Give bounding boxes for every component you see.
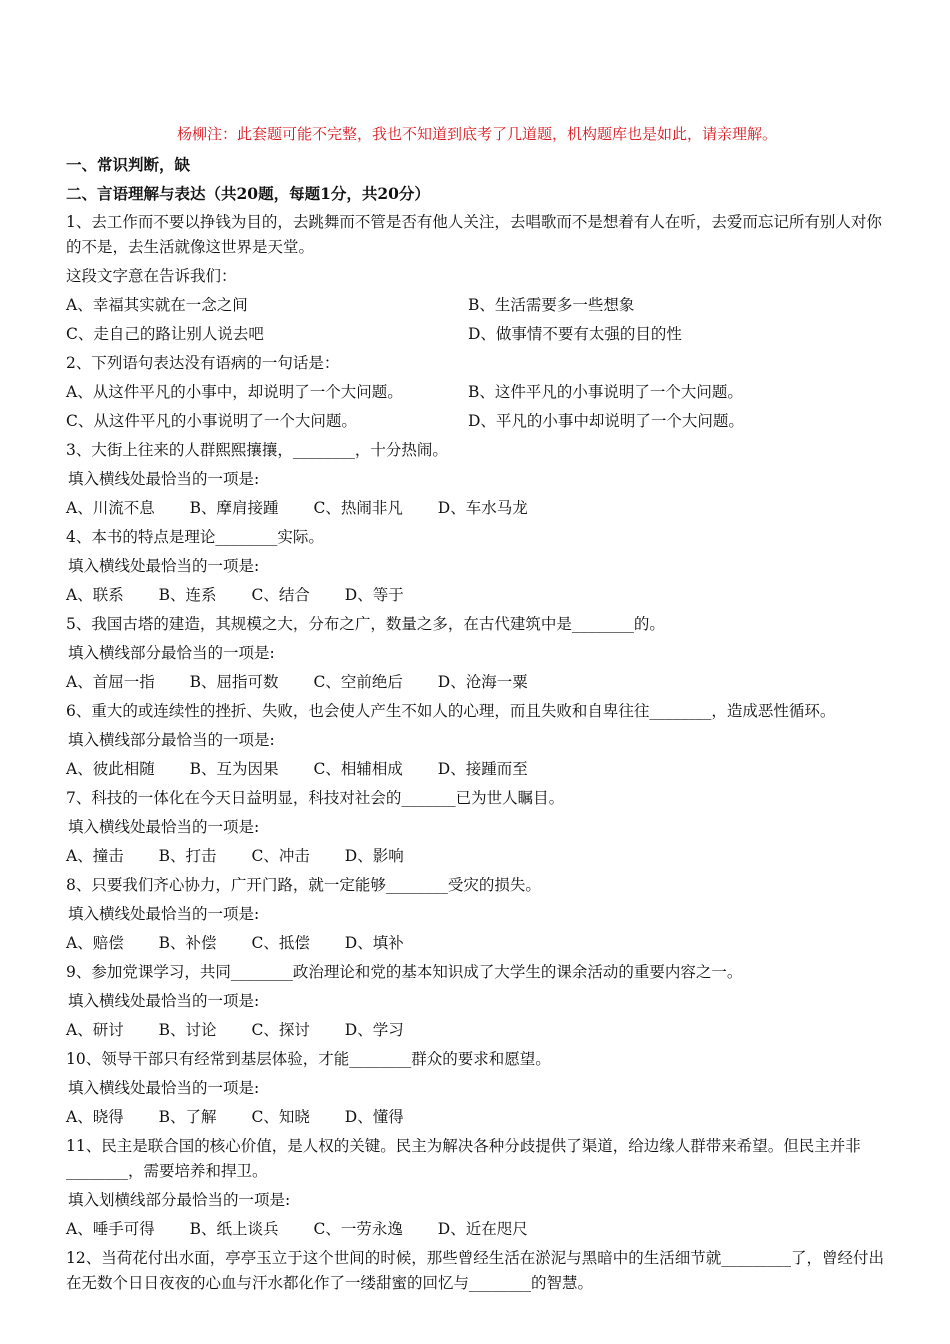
question-11-stem: 11、民主是联合国的核心价值，是人权的关键。民主为解决各种分歧提供了渠道，给边缘人群带来希望。但民主并非________，需要培养和捍卫。 [66, 1137, 861, 1180]
question-9-prompt: 填入横线处最恰当的一项是: [68, 992, 260, 1010]
editor-note: 杨柳注：此套题可能不完整，我也不知道到底考了几道题，机构题库也是如此，请亲理解。 [176, 125, 777, 143]
option-a: A、首屈一指 [66, 673, 155, 691]
option-c: C、热闹非凡 [313, 499, 403, 517]
option-d: D、接踵而至 [437, 760, 528, 778]
question-6-options [66, 755, 888, 784]
option-d: D、近在咫尺 [437, 1220, 528, 1238]
question-6-prompt: 填入横线部分最恰当的一项是: [68, 731, 275, 749]
option-c: C、探讨 [251, 1021, 310, 1039]
option-a: A、撞击 [66, 847, 124, 865]
option-b: B、讨论 [158, 1021, 217, 1039]
option-a: A、幸福其实就在一念之间 [66, 296, 248, 314]
question-4-options [66, 581, 888, 610]
option-b: B、屈指可数 [189, 673, 279, 691]
option-d: D、等于 [344, 586, 404, 604]
question-5-options [66, 668, 888, 697]
question-8-prompt: 填入横线处最恰当的一项是: [68, 905, 260, 923]
section-heading-verbal: 二、言语理解与表达（共20题，每题1分，共20分） [66, 184, 430, 203]
option-a: A、晓得 [66, 1108, 124, 1126]
option-d: D、沧海一粟 [437, 673, 528, 691]
option-b: B、互为因果 [189, 760, 279, 778]
option-d: D、做事情不要有太强的目的性 [468, 325, 682, 343]
option-a: A、从这件平凡的小事中，却说明了一个大问题。 [66, 383, 403, 401]
option-d: D、影响 [344, 847, 404, 865]
option-b: B、纸上谈兵 [189, 1220, 279, 1238]
question-7-stem: 7、科技的一体化在今天日益明显，科技对社会的_______已为世人瞩目。 [66, 789, 565, 807]
option-a: A、唾手可得 [66, 1220, 155, 1238]
option-c: C、知晓 [251, 1108, 310, 1126]
question-1-options-row-1 [66, 291, 888, 320]
question-1-options-row-2 [66, 320, 888, 349]
option-b: B、打击 [158, 847, 217, 865]
question-1-prompt: 这段文字意在告诉我们： [66, 267, 237, 285]
option-c: C、一劳永逸 [313, 1220, 403, 1238]
option-c: C、走自己的路让别人说去吧 [66, 325, 264, 343]
option-c: C、相辅相成 [313, 760, 403, 778]
option-c: C、抵偿 [251, 934, 310, 952]
question-5-prompt: 填入横线部分最恰当的一项是: [68, 644, 275, 662]
option-b: B、连系 [158, 586, 217, 604]
question-2-stem: 2、下列语句表达没有语病的一句话是： [66, 354, 340, 372]
question-10-prompt: 填入横线处最恰当的一项是: [68, 1079, 260, 1097]
question-9-options [66, 1016, 888, 1045]
question-2-options-row-2 [66, 407, 888, 436]
option-c: C、空前绝后 [313, 673, 403, 691]
question-5-stem: 5、我国古塔的建造，其规模之大，分布之广，数量之多，在古代建筑中是________的。 [66, 615, 665, 633]
option-a: A、赔偿 [66, 934, 124, 952]
question-9-stem: 9、参加党课学习，共同________政治理论和党的基本知识成了大学生的课余活动的重要内容之一。 [66, 963, 743, 981]
option-d: D、平凡的小事中却说明了一个大问题。 [468, 412, 744, 430]
option-b: B、补偿 [158, 934, 217, 952]
question-1-stem: 1、去工作而不要以挣钱为目的，去跳舞而不管是否有他人关注，去唱歌而不是想着有人在听，去爱而忘记所有别人对你的不是，去生活就像这世界是天堂。 [66, 213, 882, 256]
question-8-stem: 8、只要我们齐心协力，广开门路，就一定能够________受灾的损失。 [66, 876, 541, 894]
option-c: C、结合 [251, 586, 310, 604]
option-a: A、研讨 [66, 1021, 124, 1039]
question-7-prompt: 填入横线处最恰当的一项是: [68, 818, 260, 836]
option-d: D、填补 [344, 934, 404, 952]
option-c: C、冲击 [251, 847, 310, 865]
question-4-stem: 4、本书的特点是理论________实际。 [66, 528, 324, 546]
option-d: D、学习 [344, 1021, 404, 1039]
question-10-options [66, 1103, 888, 1132]
option-b: B、摩肩接踵 [189, 499, 279, 517]
question-6-stem: 6、重大的或连续性的挫折、失败，也会使人产生不如人的心理，而且失败和自卑往往________，造成恶性循环。 [66, 702, 836, 720]
option-a: A、联系 [66, 586, 124, 604]
question-11-options [66, 1215, 888, 1244]
question-4-prompt: 填入横线处最恰当的一项是: [68, 557, 260, 575]
question-7-options [66, 842, 888, 871]
question-10-stem: 10、领导干部只有经常到基层体验，才能________群众的要求和愿望。 [66, 1050, 551, 1068]
question-3-options [66, 494, 888, 523]
question-3-prompt: 填入横线处最恰当的一项是: [68, 470, 260, 488]
question-11-prompt: 填入划横线部分最恰当的一项是: [68, 1191, 291, 1209]
option-b: B、这件平凡的小事说明了一个大问题。 [468, 383, 743, 401]
question-8-options [66, 929, 888, 958]
option-d: D、车水马龙 [437, 499, 528, 517]
option-a: A、彼此相随 [66, 760, 155, 778]
question-3-stem: 3、大街上往来的人群熙熙攘攘，________，十分热闹。 [66, 441, 448, 459]
section-heading-common-sense: 一、常识判断，缺 [66, 155, 191, 174]
question-2-options-row-1 [66, 378, 888, 407]
option-a: A、川流不息 [66, 499, 155, 517]
question-12-stem: 12、当荷花付出水面，亭亭玉立于这个世间的时候，那些曾经生活在淤泥与黑暗中的生活细节就_________了，曾经付出在无数个日日夜夜的心血与汗水都化作了一缕甜蜜的回忆与________的智慧。 [66, 1249, 884, 1292]
option-b: B、了解 [158, 1108, 217, 1126]
option-d: D、懂得 [344, 1108, 404, 1126]
option-b: B、生活需要多一些想象 [468, 296, 635, 314]
option-c: C、从这件平凡的小事说明了一个大问题。 [66, 412, 357, 430]
